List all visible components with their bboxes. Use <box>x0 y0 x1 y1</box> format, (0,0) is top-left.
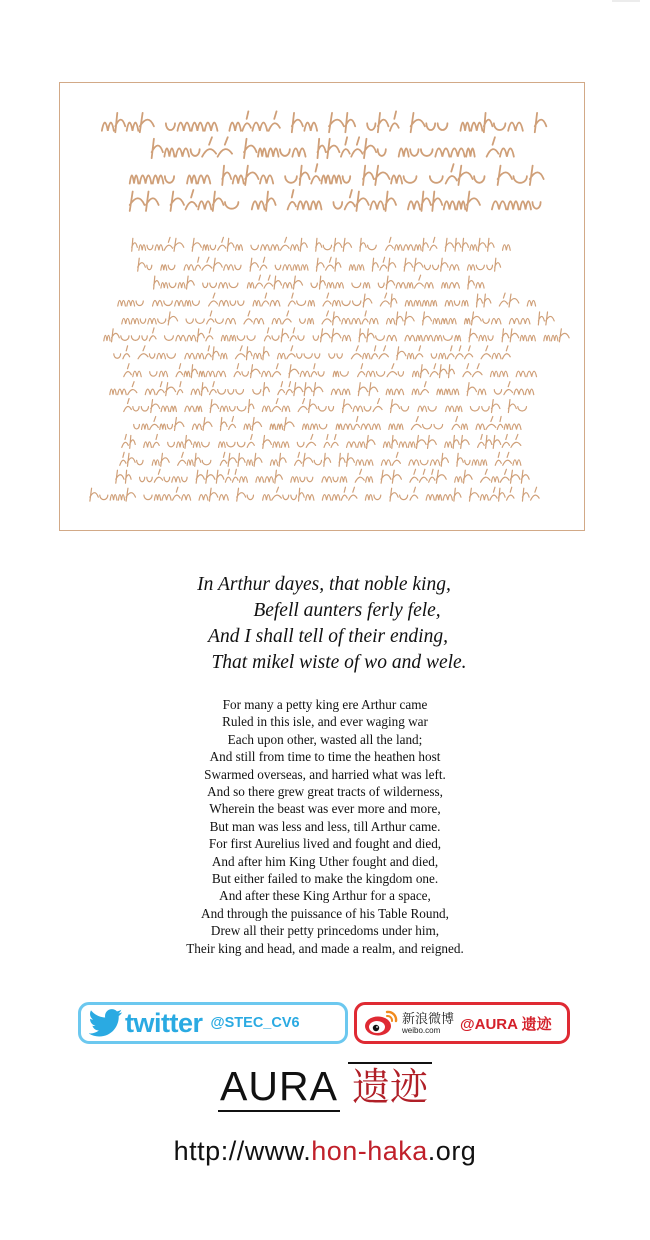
logo-cjk-text: 遗迹 <box>348 1062 432 1112</box>
verse-line: That mikel wiste of wo and wele. <box>211 652 467 673</box>
verse-line: In Arthur dayes, that noble king, <box>197 574 451 595</box>
url-suffix: .org <box>427 1136 477 1166</box>
tengwar-inscription-frame <box>59 82 585 531</box>
weibo-name: 新浪微博 <box>402 1010 455 1026</box>
tengwar-glyphs <box>130 164 544 185</box>
weibo-domain: weibo.com <box>402 1025 441 1035</box>
weibo-handle[interactable]: @AURA 遗迹 <box>460 1015 552 1033</box>
tengwar-inscription <box>60 83 584 530</box>
weibo-label <box>402 1012 454 1035</box>
tengwar-line <box>132 237 510 251</box>
weibo-badge[interactable] <box>354 1002 570 1044</box>
twitter-handle[interactable]: @STEC_CV6 <box>210 1015 300 1031</box>
prose-line: Each upon other, wasted all the land; <box>227 731 423 747</box>
tengwar-line <box>152 137 514 158</box>
tengwar-line <box>130 164 544 185</box>
prose-line: And through the puissance of his Table Round, <box>201 905 449 921</box>
prose-line: Ruled in this isle, and ever waging war <box>222 714 428 730</box>
tengwar-glyphs <box>102 111 546 132</box>
tengwar-glyphs <box>122 311 554 325</box>
prose-line: Their king and head, and made a realm, and reigned. <box>186 940 464 956</box>
verse-line: Befell aunters ferly fele, <box>253 600 441 621</box>
tengwar-line <box>138 257 501 271</box>
tengwar-line <box>154 275 484 289</box>
tengwar-glyphs <box>118 293 536 307</box>
tengwar-glyphs <box>132 237 510 251</box>
tengwar-line <box>120 452 521 466</box>
prose-line: And after him King Uther fought and died, <box>211 853 439 869</box>
tengwar-glyphs <box>110 382 534 396</box>
prose-line: But man was less and less, till Arthur came. <box>209 818 441 834</box>
prose-line: Swarmed overseas, and harried what was left. <box>204 766 446 782</box>
tengwar-glyphs <box>114 346 510 360</box>
prose-line: Drew all their petty princedoms under him, <box>210 923 440 939</box>
aura-logo <box>0 1062 650 1112</box>
tengwar-glyphs <box>138 257 501 271</box>
tengwar-line <box>110 382 534 396</box>
tengwar-line <box>102 111 546 132</box>
tengwar-glyphs <box>130 190 541 211</box>
prose-line: Wherein the beast was ever more and more, <box>209 801 441 817</box>
tengwar-line <box>122 434 521 448</box>
tengwar-line <box>124 364 537 378</box>
tengwar-glyphs <box>152 137 514 158</box>
tengwar-line <box>118 293 536 307</box>
tengwar-line <box>122 311 554 325</box>
prose-line: For many a petty king ere Arthur came <box>222 697 428 712</box>
prose-line: And still from time to time the heathen host <box>209 749 441 765</box>
prose-line: And so there grew great tracts of wilderness, <box>207 784 443 800</box>
tengwar-line <box>130 190 541 211</box>
prose-line: But either failed to make the kingdom one. <box>211 871 439 887</box>
tengwar-line <box>114 346 510 360</box>
twitter-wordmark: twitter <box>125 1007 203 1038</box>
prose-passage <box>0 696 650 957</box>
weibo-eye-icon <box>363 1008 399 1038</box>
twitter-badge[interactable] <box>78 1002 348 1044</box>
tengwar-line <box>104 328 569 342</box>
tengwar-line <box>134 417 521 431</box>
twitter-bird-icon <box>89 1009 123 1037</box>
tengwar-glyphs <box>90 487 539 501</box>
tengwar-glyphs <box>122 434 521 448</box>
tengwar-line <box>116 469 529 483</box>
url-domain: hon-haka <box>311 1136 428 1166</box>
corner-mark <box>612 0 640 2</box>
tengwar-line <box>124 399 527 413</box>
tengwar-glyphs <box>154 275 484 289</box>
tengwar-glyphs <box>134 417 521 431</box>
tengwar-glyphs <box>116 469 529 483</box>
prose-line: And after these King Arthur for a space, <box>219 888 431 904</box>
logo-latin-text: AURA <box>218 1062 340 1112</box>
tengwar-glyphs <box>124 399 527 413</box>
prose-line: For first Aurelius lived and fought and died, <box>208 836 442 852</box>
tengwar-glyphs <box>104 328 569 342</box>
tengwar-line <box>90 487 539 501</box>
website-link[interactable] <box>0 1136 650 1167</box>
verse-stanza <box>0 572 650 676</box>
tengwar-glyphs <box>120 452 521 466</box>
url-prefix: http://www. <box>173 1136 312 1166</box>
tengwar-glyphs <box>124 364 537 378</box>
verse-line: And I shall tell of their ending, <box>208 626 448 647</box>
